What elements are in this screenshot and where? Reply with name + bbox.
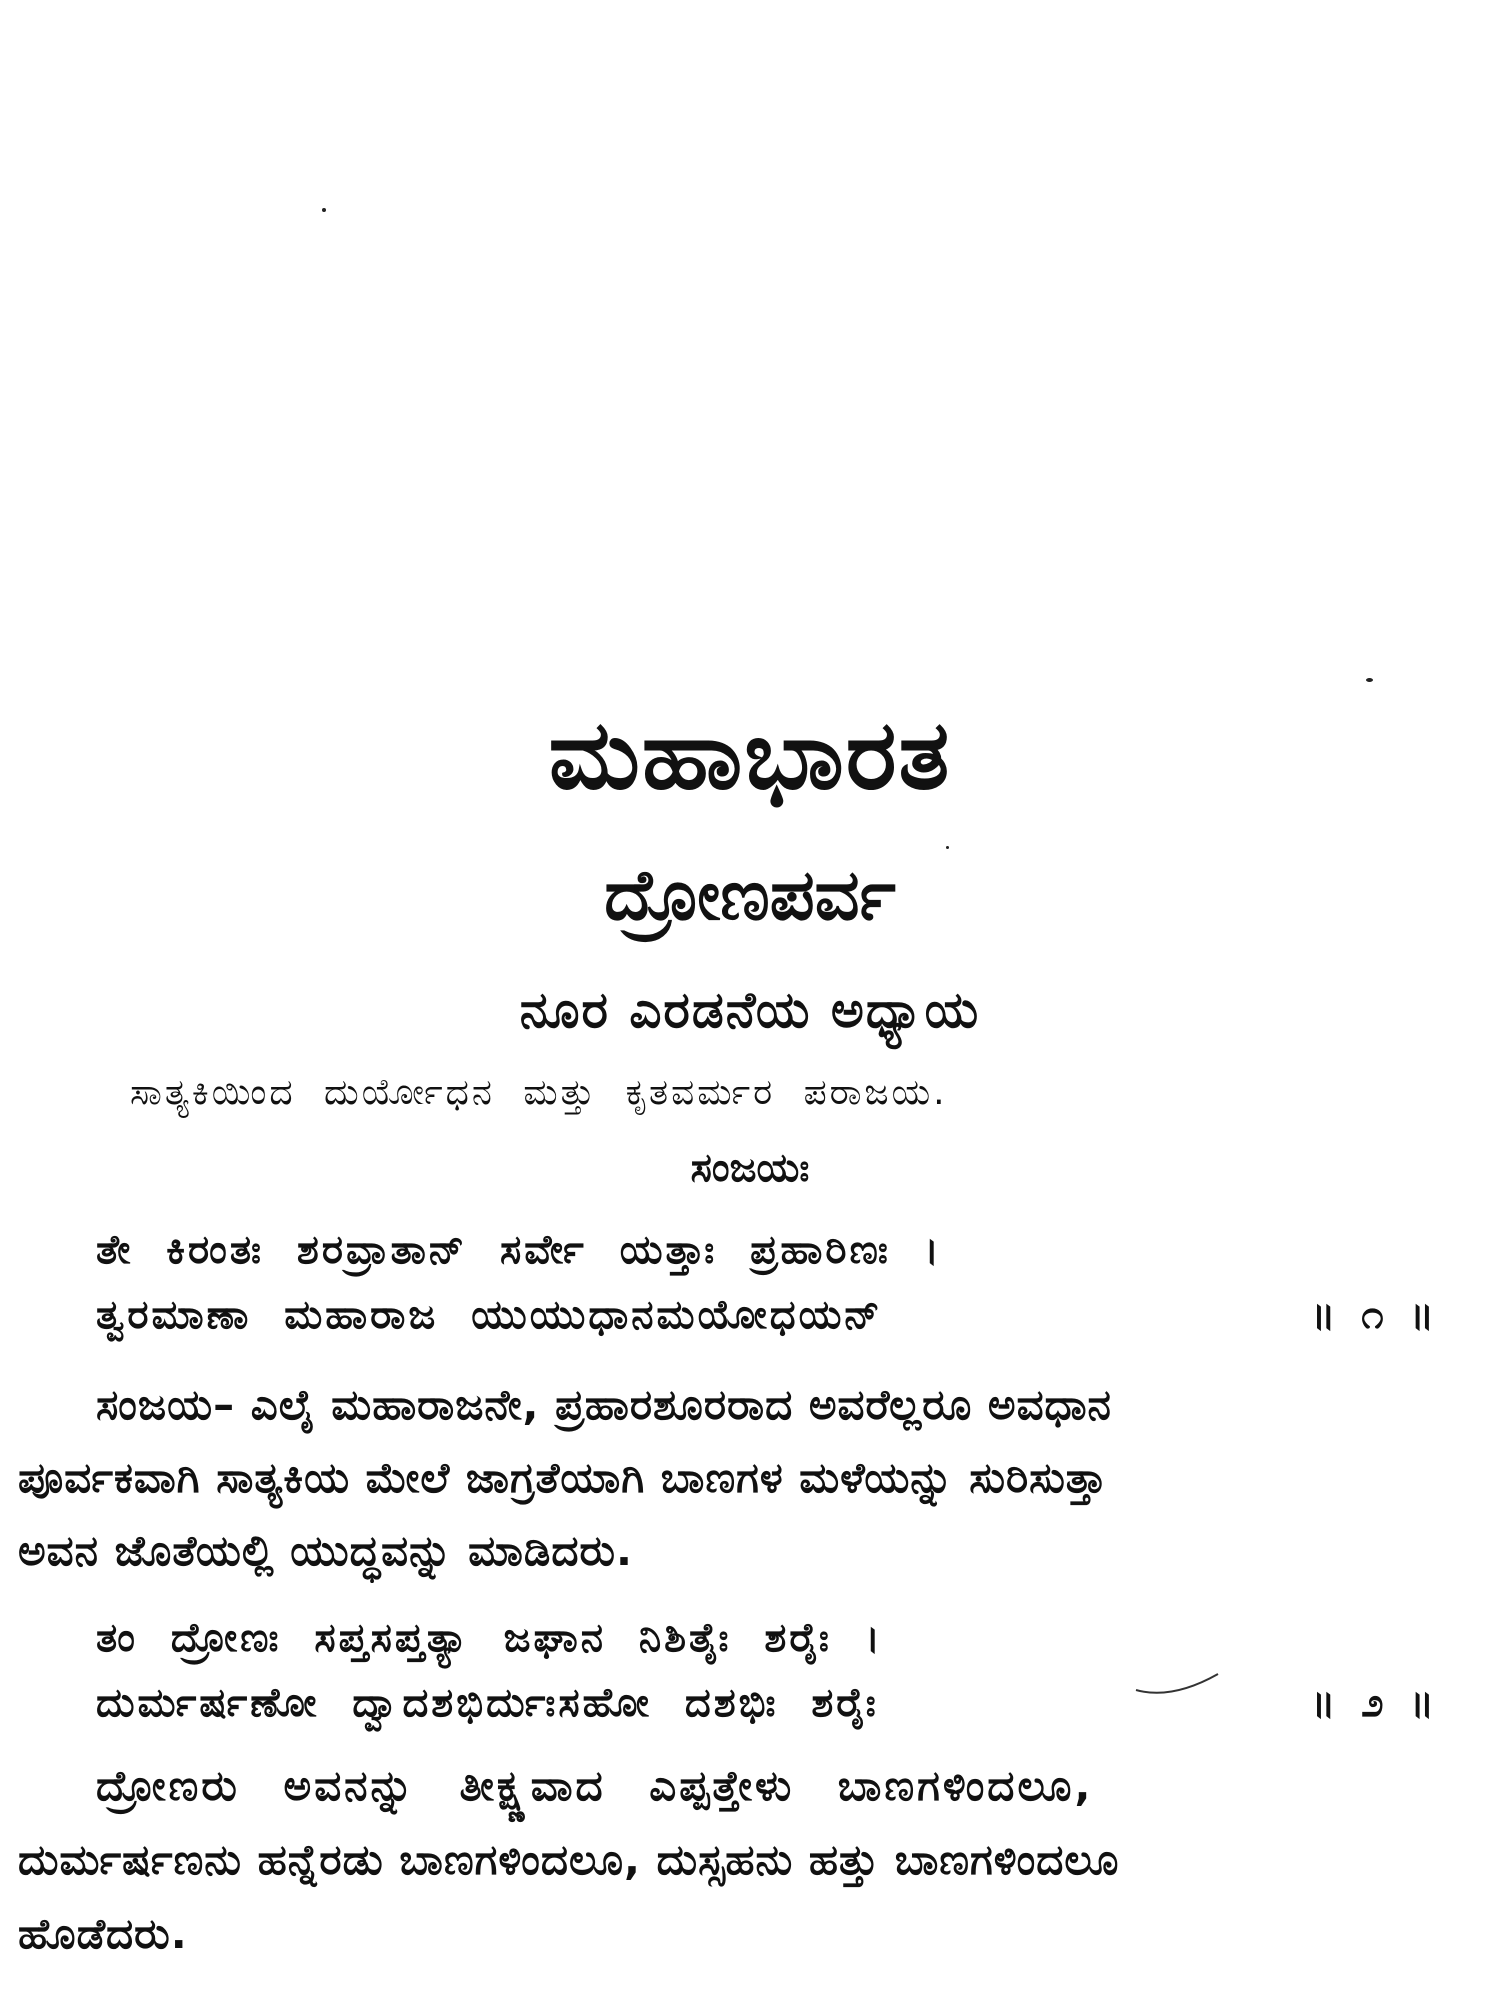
verse-1-prose-line-3: ಅವನ ಜೊತೆಯಲ್ಲಿ ಯುದ್ಧವನ್ನು ಮಾಡಿದರು. <box>18 1526 633 1575</box>
scan-speck <box>1366 678 1373 682</box>
verse-2-line-2: ದುರ್ಮರ್ಷಣೋ ದ್ವಾದಶಭಿರ್ದುಃಸಹೋ ದಶಭಿಃ ಶರೈಃ <box>96 1680 879 1726</box>
book-title: ಮಹಾಭಾರತ <box>548 699 952 811</box>
chapter-title: ನೂರ ಎರಡನೆಯ ಅಧ್ಯಾಯ <box>519 981 981 1039</box>
verse-2-line-1: ತಂ ದ್ರೋಣಃ ಸಪ್ತಸಪ್ತತ್ಯಾ ಜಘಾನ ನಿಶಿತೈಃ ಶರೈಃ । <box>96 1615 883 1661</box>
scan-speck <box>322 208 326 212</box>
verse-2-prose-line-2: ದುರ್ಮರ್ಷಣನು ಹನ್ನೆರಡು ಬಾಣಗಳಿಂದಲೂ, ದುಸ್ಸಹನು ಹತ್ತು ಬಾಣಗಳಿಂದಲೂ <box>18 1835 1120 1884</box>
verse-1-line-1: ತೇ ಕಿರಂತಃ ಶರವ್ರಾತಾನ್ ಸರ್ವೇ ಯತ್ತಾಃ ಪ್ರಹಾರಿಣಃ । <box>96 1227 942 1273</box>
verse-1-prose-line-1: ಸಂಜಯ– ಎಲೈ ಮಹಾರಾಜನೇ, ಪ್ರಹಾರಶೂರರಾದ ಅವರೆಲ್ಲರೂ ಅವಧಾನ <box>96 1380 1112 1429</box>
verse-2-number: ॥ ೨ ॥ <box>1310 1680 1440 1726</box>
verse-2-prose-line-1: ದ್ರೋಣರು ಅವನನ್ನು ತೀಕ್ಷ್ಣವಾದ ಎಪ್ಪತ್ತೇಳು ಬಾಣಗಳಿಂದಲೂ, <box>96 1761 1094 1810</box>
speaker-label: ಸಂಜಯಃ <box>690 1145 810 1191</box>
verse-1-line-2: ತ್ವರಮಾಣಾ ಮಹಾರಾಜ ಯುಯುಧಾನಮಯೋಧಯನ್ <box>96 1292 883 1338</box>
parva-title: ದ್ರೋಣಪರ್ವ <box>604 854 896 936</box>
pen-stroke-mark <box>1132 1660 1222 1700</box>
verse-2-prose-line-3: ಹೊಡೆದರು. <box>18 1909 188 1958</box>
scan-speck <box>946 846 949 849</box>
chapter-summary: ಸಾತ್ಯಕಿಯಿಂದ ದುರ್ಯೋಧನ ಮತ್ತು ಕೃತವರ್ಮರ ಪರಾಜಯ. <box>130 1072 948 1113</box>
verse-1-prose-line-2: ಪೂರ್ವಕವಾಗಿ ಸಾತ್ಯಕಿಯ ಮೇಲೆ ಜಾಗ್ರತೆಯಾಗಿ ಬಾಣಗಳ ಮಳೆಯನ್ನು ಸುರಿಸುತ್ತಾ <box>18 1453 1108 1502</box>
verse-1-number: ॥ ೧ ॥ <box>1310 1292 1440 1338</box>
